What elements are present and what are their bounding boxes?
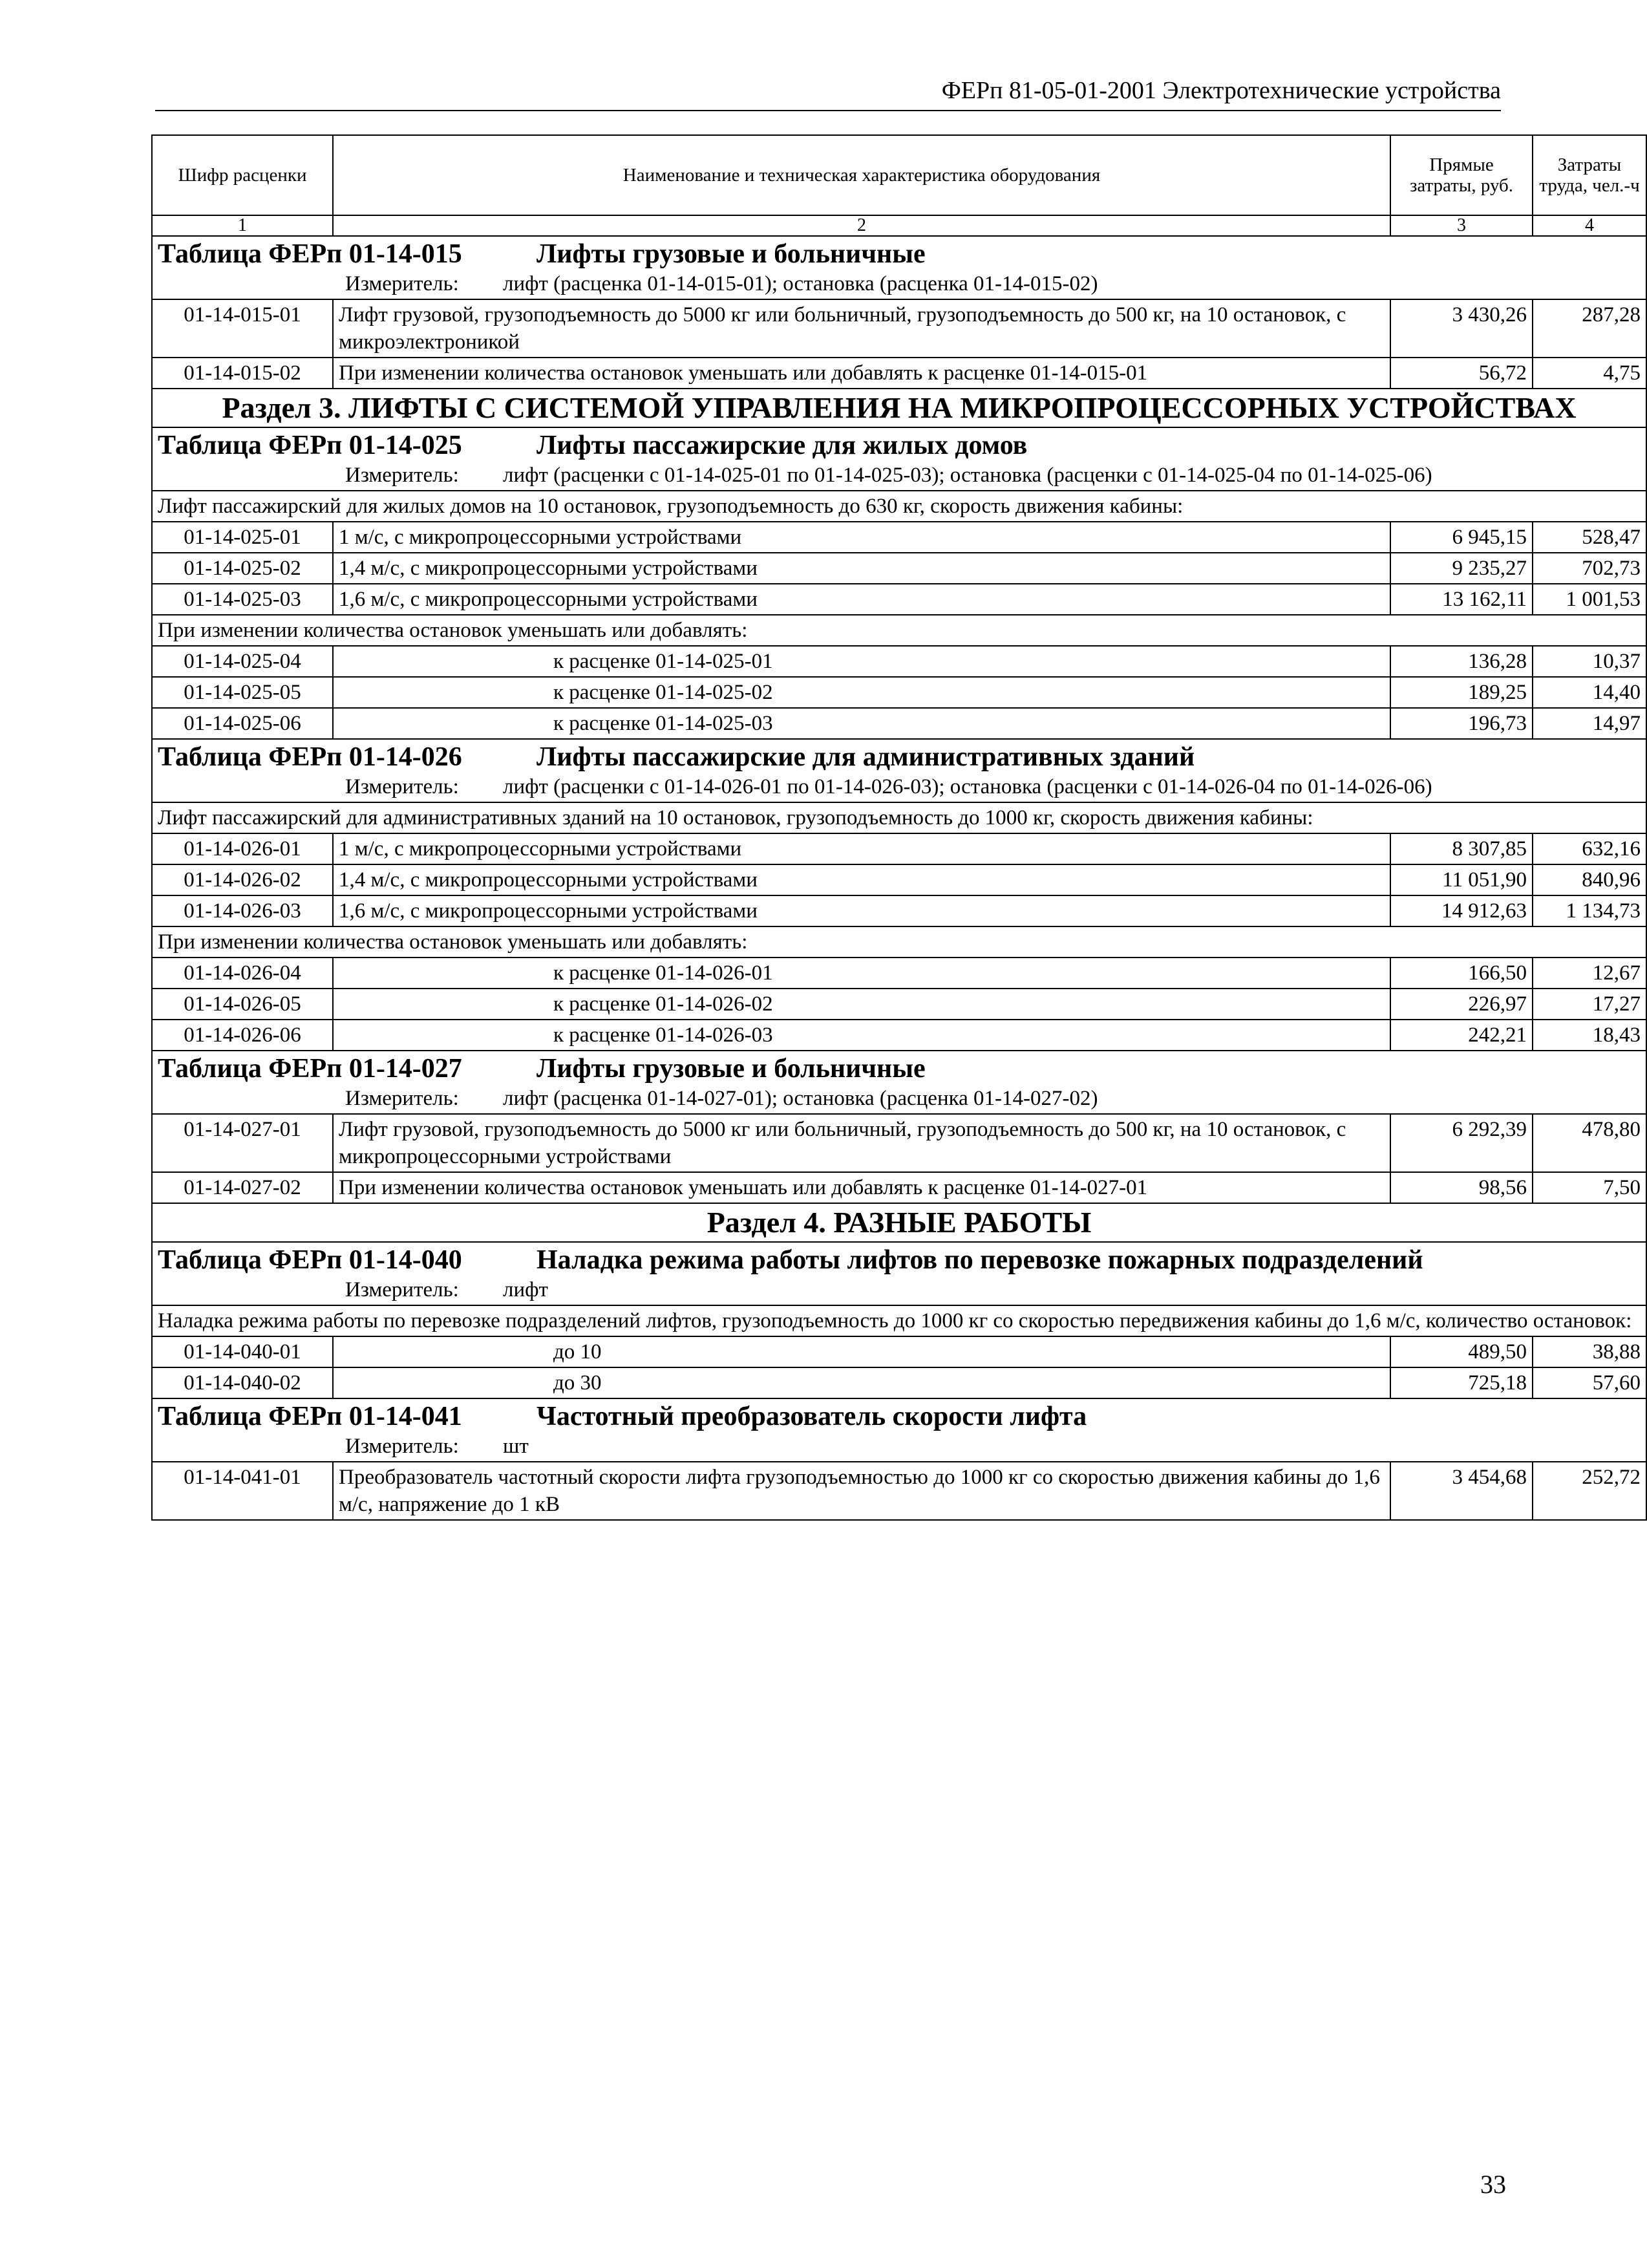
table-heading (152, 236, 1646, 299)
measure-label: Измеритель: (345, 1435, 459, 1458)
measure-text: лифт (расценка 01-14-027-01); остановка (расценка 01-14-027-02) (503, 1087, 1098, 1110)
rate-labor: 287,28 (1533, 299, 1646, 358)
column-header-name: Наименование и техническая характеристика оборудования (333, 135, 1390, 215)
rate-code: 01-14-015-02 (152, 358, 333, 389)
table-code: Таблица ФЕРп 01-14-026 (158, 742, 462, 772)
table-row (152, 1020, 1646, 1051)
rate-labor: 7,50 (1533, 1172, 1646, 1203)
rate-code: 01-14-025-03 (152, 584, 333, 615)
page-number: 33 (1480, 2170, 1506, 2199)
rate-code: 01-14-025-05 (152, 677, 333, 708)
description-row (152, 926, 1646, 957)
table-title: Наладка режима работы лифтов по перевозке пожарных подразделений (537, 1245, 1423, 1275)
description-row (152, 1305, 1646, 1336)
rate-name: 1,6 м/с, с микропроцессорными устройствами (333, 895, 1390, 926)
rate-code: 01-14-026-01 (152, 833, 333, 864)
rate-cost: 725,18 (1390, 1367, 1533, 1398)
table-heading (152, 427, 1646, 491)
table-code: Таблица ФЕРп 01-14-040 (158, 1245, 462, 1275)
rate-name: до 30 (333, 1367, 1390, 1398)
column-number: 4 (1533, 215, 1646, 236)
rate-labor: 840,96 (1533, 864, 1646, 895)
group-description: При изменении количества остановок уменьшать или добавлять: (152, 926, 1646, 957)
rate-labor: 17,27 (1533, 989, 1646, 1020)
rate-name: 1,4 м/с, с микропроцессорными устройствами (333, 864, 1390, 895)
rate-labor: 252,72 (1533, 1462, 1646, 1520)
rate-cost: 242,21 (1390, 1020, 1533, 1051)
measure-label: Измеритель: (345, 1278, 459, 1301)
rate-labor: 4,75 (1533, 358, 1646, 389)
rate-labor: 632,16 (1533, 833, 1646, 864)
section-row (152, 389, 1646, 427)
rate-labor: 14,97 (1533, 708, 1646, 739)
table-row (152, 646, 1646, 677)
rate-cost: 6 945,15 (1390, 522, 1533, 553)
rate-code: 01-14-025-01 (152, 522, 333, 553)
rate-name: 1 м/с, с микропроцессорными устройствами (333, 833, 1390, 864)
group-description: Наладка режима работы по перевозке подразделений лифтов, грузоподъемность до 1000 кг со скоростью передвижения кабины до 1,6 м/с, количество остановок: (152, 1305, 1646, 1336)
measure-text: шт (503, 1435, 529, 1458)
rate-code: 01-14-027-01 (152, 1114, 333, 1172)
measure-text: лифт (503, 1278, 548, 1301)
rate-code: 01-14-027-02 (152, 1172, 333, 1203)
rate-code: 01-14-041-01 (152, 1462, 333, 1520)
column-number: 3 (1390, 215, 1533, 236)
measure-label: Измеритель: (345, 1087, 459, 1110)
table-row (152, 677, 1646, 708)
rate-labor: 38,88 (1533, 1336, 1646, 1367)
table-code: Таблица ФЕРп 01-14-041 (158, 1402, 462, 1431)
measure-text: лифт (расценки с 01-14-025-01 по 01-14-025-03); остановка (расценки с 01-14-025-04 по 01-14-025-06) (503, 464, 1432, 487)
rate-cost: 13 162,11 (1390, 584, 1533, 615)
table-row (152, 299, 1646, 358)
rate-cost: 11 051,90 (1390, 864, 1533, 895)
rate-labor: 14,40 (1533, 677, 1646, 708)
rate-code: 01-14-025-04 (152, 646, 333, 677)
section-row (152, 1203, 1646, 1242)
rate-code: 01-14-040-01 (152, 1336, 333, 1367)
group-description: Лифт пассажирский для административных зданий на 10 остановок, грузоподъемность до 1000 кг, скорость движения кабины: (152, 802, 1646, 833)
rate-name: к расценке 01-14-025-03 (333, 708, 1390, 739)
table-title: Лифты пассажирские для административных зданий (537, 742, 1195, 772)
table-row (152, 957, 1646, 989)
rate-cost: 489,50 (1390, 1336, 1533, 1367)
rate-name: 1,6 м/с, с микропроцессорными устройствами (333, 584, 1390, 615)
rate-cost: 196,73 (1390, 708, 1533, 739)
rate-cost: 14 912,63 (1390, 895, 1533, 926)
table-title: Лифты грузовые и больничные (537, 239, 926, 269)
column-number-row (152, 215, 1646, 236)
rate-name: 1 м/с, с микропроцессорными устройствами (333, 522, 1390, 553)
description-row (152, 615, 1646, 646)
rate-code: 01-14-015-01 (152, 299, 333, 358)
measure-label: Измеритель: (345, 272, 459, 295)
table-code: Таблица ФЕРп 01-14-027 (158, 1054, 462, 1084)
table-heading (152, 1398, 1646, 1462)
rate-name: При изменении количества остановок уменьшать или добавлять к расценке 01-14-027-01 (333, 1172, 1390, 1203)
running-header: ФЕРп 81-05-01-2001 Электротехнические устройства (155, 72, 1501, 111)
rate-cost: 6 292,39 (1390, 1114, 1533, 1172)
rate-labor: 57,60 (1533, 1367, 1646, 1398)
table-row (152, 1114, 1646, 1172)
rate-name: Лифт грузовой, грузоподъемность до 5000 кг или больничный, грузоподъемность до 500 кг, на 10 остановок, с микроэлектроникой (333, 299, 1390, 358)
table-heading-row (152, 1242, 1646, 1305)
rate-name: Преобразователь частотный скорости лифта грузоподъемностью до 1000 кг со скоростью движения кабины до 1,6 м/с, напряжение до 1 кВ (333, 1462, 1390, 1520)
table-row (152, 708, 1646, 739)
table-heading (152, 1242, 1646, 1305)
rate-cost: 189,25 (1390, 677, 1533, 708)
table-heading (152, 1051, 1646, 1114)
column-number: 1 (152, 215, 333, 236)
rate-name: к расценке 01-14-025-02 (333, 677, 1390, 708)
description-row (152, 802, 1646, 833)
rate-labor: 12,67 (1533, 957, 1646, 989)
rate-code: 01-14-025-06 (152, 708, 333, 739)
rate-cost: 9 235,27 (1390, 553, 1533, 584)
table-row (152, 358, 1646, 389)
column-number: 2 (333, 215, 1390, 236)
rate-labor: 528,47 (1533, 522, 1646, 553)
rate-code: 01-14-026-03 (152, 895, 333, 926)
rate-labor: 18,43 (1533, 1020, 1646, 1051)
table-row (152, 895, 1646, 926)
rate-cost: 136,28 (1390, 646, 1533, 677)
rate-code: 01-14-026-02 (152, 864, 333, 895)
table-code: Таблица ФЕРп 01-14-015 (158, 239, 462, 269)
rate-cost: 98,56 (1390, 1172, 1533, 1203)
table-heading-row (152, 1398, 1646, 1462)
rate-cost: 3 430,26 (1390, 299, 1533, 358)
rate-cost: 3 454,68 (1390, 1462, 1533, 1520)
table-row (152, 522, 1646, 553)
rates-table (151, 134, 1647, 1521)
table-row (152, 833, 1646, 864)
table-heading-row (152, 427, 1646, 491)
table-row (152, 553, 1646, 584)
rate-name: к расценке 01-14-026-03 (333, 1020, 1390, 1051)
measure-text: лифт (расценки с 01-14-026-01 по 01-14-026-03); остановка (расценки с 01-14-026-04 по 01-14-026-06) (503, 775, 1432, 798)
measure-text: лифт (расценка 01-14-015-01); остановка (расценка 01-14-015-02) (503, 272, 1098, 295)
table-row (152, 1336, 1646, 1367)
rate-code: 01-14-026-06 (152, 1020, 333, 1051)
section-title: Раздел 3. ЛИФТЫ С СИСТЕМОЙ УПРАВЛЕНИЯ НА МИКРОПРОЦЕССОРНЫХ УСТРОЙСТВАХ (152, 389, 1646, 427)
table-row (152, 989, 1646, 1020)
measure-label: Измеритель: (345, 464, 459, 487)
rate-name: 1,4 м/с, с микропроцессорными устройствами (333, 553, 1390, 584)
measure-label: Измеритель: (345, 775, 459, 798)
rate-name: к расценке 01-14-025-01 (333, 646, 1390, 677)
table-heading (152, 739, 1646, 802)
rate-labor: 702,73 (1533, 553, 1646, 584)
column-header-code: Шифр расценки (152, 135, 333, 215)
section-title: Раздел 4. РАЗНЫЕ РАБОТЫ (152, 1203, 1646, 1242)
table-title: Частотный преобразователь скорости лифта (537, 1402, 1087, 1431)
group-description: Лифт пассажирский для жилых домов на 10 остановок, грузоподъемность до 630 кг, скорость движения кабины: (152, 491, 1646, 522)
rate-code: 01-14-026-05 (152, 989, 333, 1020)
table-heading-row (152, 236, 1646, 299)
group-description: При изменении количества остановок уменьшать или добавлять: (152, 615, 1646, 646)
table-row (152, 864, 1646, 895)
column-header-direct-costs: Прямые затраты, руб. (1390, 135, 1533, 215)
rate-labor: 1 134,73 (1533, 895, 1646, 926)
rate-cost: 166,50 (1390, 957, 1533, 989)
table-code: Таблица ФЕРп 01-14-025 (158, 431, 462, 460)
rate-cost: 226,97 (1390, 989, 1533, 1020)
rate-code: 01-14-040-02 (152, 1367, 333, 1398)
table-row (152, 1367, 1646, 1398)
table-row (152, 584, 1646, 615)
rate-labor: 1 001,53 (1533, 584, 1646, 615)
table-title: Лифты грузовые и больничные (537, 1054, 926, 1084)
column-header-row (152, 135, 1646, 215)
table-heading-row (152, 739, 1646, 802)
rate-cost: 8 307,85 (1390, 833, 1533, 864)
column-header-labor-costs: Затраты труда, чел.-ч (1533, 135, 1646, 215)
rate-name: до 10 (333, 1336, 1390, 1367)
rate-code: 01-14-026-04 (152, 957, 333, 989)
rate-labor: 478,80 (1533, 1114, 1646, 1172)
table-title: Лифты пассажирские для жилых домов (537, 431, 1028, 460)
rate-labor: 10,37 (1533, 646, 1646, 677)
table-heading-row (152, 1051, 1646, 1114)
rate-name: к расценке 01-14-026-02 (333, 989, 1390, 1020)
rate-name: к расценке 01-14-026-01 (333, 957, 1390, 989)
rate-cost: 56,72 (1390, 358, 1533, 389)
table-row (152, 1172, 1646, 1203)
rate-name: При изменении количества остановок уменьшать или добавлять к расценке 01-14-015-01 (333, 358, 1390, 389)
description-row (152, 491, 1646, 522)
rate-name: Лифт грузовой, грузоподъемность до 5000 кг или больничный, грузоподъемность до 500 кг, на 10 остановок, с микропроцессорными устройствами (333, 1114, 1390, 1172)
table-row (152, 1462, 1646, 1520)
rate-code: 01-14-025-02 (152, 553, 333, 584)
